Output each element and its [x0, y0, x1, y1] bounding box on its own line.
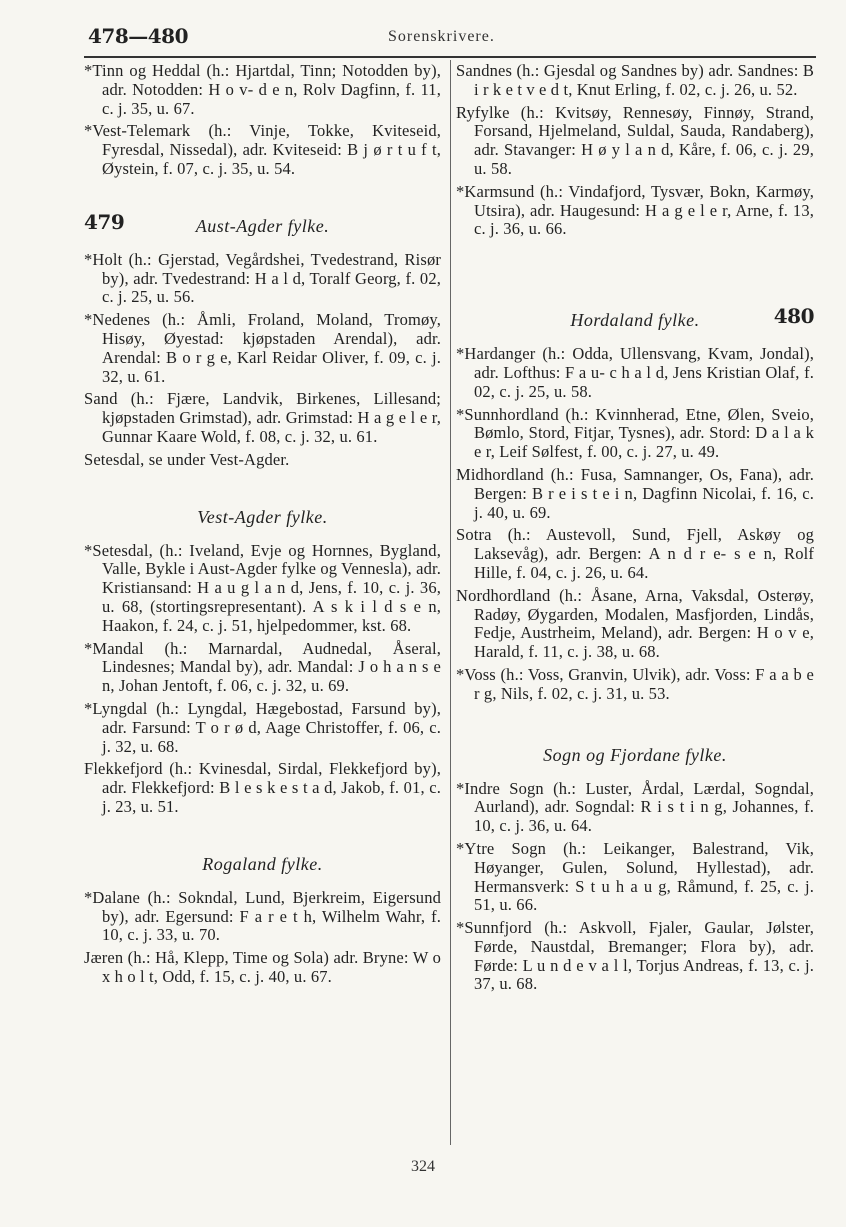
- page-header: [88, 22, 816, 52]
- entry-setesdal-ref: Setesdal, se under Vest-Agder.: [84, 449, 290, 469]
- entry-indre-sogn: *Indre Sogn (h.: Luster, Årdal, Lærdal, Sogndal, Aurland), adr. Sogndal: R i s t i n g, Johannes, f. 10, c. j. 36, u. 64.: [456, 778, 814, 836]
- entry-sunnfjord: *Sunnfjord (h.: Askvoll, Fjaler, Gaular, Jølster, Førde, Naustdal, Bremanger; Flora by), adr. Førde: L u n d e v a l l, Torjus Andreas, f. 13, c. j. 37, u. 68.: [456, 918, 814, 994]
- entry-sunnhordland: *Sunnhordland (h.: Kvinnherad, Etne, Ølen, Sveio, Bømlo, Stord, Fitjar, Tysnes), adr. Stord: D a l a k e r, Leif Sølfest, f. 00, c. j. 27, u. 49.: [456, 404, 814, 462]
- entry-midhordland: Midhordland (h.: Fusa, Samnanger, Os, Fana), adr. Bergen: B r e i s t e i n, Dagfinn Nicolai, f. 16, c. j. 40, u. 69.: [456, 464, 814, 522]
- page-range: 478—480: [88, 24, 188, 48]
- entry-holt: *Holt (h.: Gjerstad, Vegårdshei, Tvedestrand, Risør by), adr. Tvedestrand: H a l d, Toralf Georg, f. 02, c. j. 25, u. 56.: [84, 249, 441, 307]
- section-aust-agder: [84, 205, 441, 247]
- section-title: Rogaland fylke.: [202, 853, 323, 874]
- section-number: 479: [84, 209, 125, 234]
- entry-nordhordland: Nordhordland (h.: Åsane, Arna, Vaksdal, Osterøy, Radøy, Øygarden, Modalen, Masfjorden, Lindås, Fedje, Austrheim, Meland), adr. Bergen: H o v e, Harald, f. 11, c. j. 38, u. 68.: [456, 585, 814, 662]
- section-title: Hordaland fylke.: [570, 310, 700, 331]
- page-number: 324: [411, 1158, 435, 1175]
- entry-karmsund: *Karmsund (h.: Vindafjord, Tysvær, Bokn, Karmøy, Utsira), adr. Haugesund: H a g e l e r, Arne, f. 13, c. j. 36, u. 66.: [456, 181, 814, 239]
- section-title: Sogn og Fjordane fylke.: [543, 744, 727, 765]
- entry-mandal: *Mandal (h.: Marnardal, Audnedal, Åseral, Lindesnes; Mandal by), adr. Mandal: J o h a n s e n, Johan Jentoft, f. 06, c. j. 32, u. 69.: [84, 638, 441, 696]
- section-number: 480: [773, 304, 814, 329]
- entry-flekkefjord: Flekkefjord (h.: Kvinesdal, Sirdal, Flekkefjord by), adr. Flekkefjord: B l e s k e s t a d, Jakob, f. 01, c. j. 23, u. 51.: [84, 759, 441, 816]
- section-title: Aust-Agder fylke.: [195, 215, 330, 236]
- entry-voss: *Voss (h.: Voss, Granvin, Ulvik), adr. Voss: F a a b e r g, Nils, f. 02, c. j. 31, u. 53.: [456, 664, 814, 703]
- section-vest-agder: [84, 496, 441, 538]
- column-divider: [450, 60, 451, 1145]
- right-column: [456, 62, 814, 998]
- section-rogaland: [84, 843, 441, 885]
- entry-lyngdal: *Lyngdal (h.: Lyngdal, Hægebostad, Farsund by), adr. Farsund: T o r ø d, Aage Christoffer, f. 06, c. j. 32, u. 68.: [84, 698, 441, 756]
- entry-ytre-sogn: *Ytre Sogn (h.: Leikanger, Balestrand, Vik, Høyanger, Gulen, Solund, Hyllestad), adr. Hermansverk: S t u h a u g, Råmund, f. 25, c. j. 51, u. 66.: [456, 838, 814, 915]
- entry-sotra: Sotra (h.: Austevoll, Sund, Fjell, Askøy og Laksevåg), adr. Bergen: A n d r e- s e n, Rolf Hille, f. 04, c. j. 26, u. 64.: [456, 525, 814, 582]
- entry-sand: Sand (h.: Fjære, Landvik, Birkenes, Lillesand; kjøpstaden Grimstad), adr. Grimstad: H a g e l e r, Gunnar Kaare Wold, f. 08, c. j. 32, u. 61.: [84, 389, 441, 446]
- entry-sandnes: Sandnes (h.: Gjesdal og Sandnes by) adr. Sandnes: B i r k e t v e d t, Knut Erling, f. 02, c. j. 26, u. 52.: [456, 61, 814, 99]
- section-title: Vest-Agder fylke.: [197, 506, 328, 527]
- entry-setesdal: *Setesdal, (h.: Iveland, Evje og Hornnes, Bygland, Valle, Bykle i Aust-Agder fylke og Vennesla), adr. Kristiansand: H a u g l a n d, Jens, f. 10, c. j. 36, u. 68, (stortingsrepresentant). A s k i l d s e n, Haakon, f. 24, c. j. 51, hjelpedommer, kst. 68.: [84, 540, 441, 635]
- entry-dalane: *Dalane (h.: Sokndal, Lund, Bjerkreim, Eigersund by), adr. Egersund: F a r e t h, Wilhelm Wahr, f. 10, c. j. 33, u. 70.: [84, 887, 441, 945]
- header-rule: [84, 56, 816, 58]
- section-sogn-og-fjordane: [456, 734, 814, 776]
- running-title: Sorenskrivere.: [388, 28, 495, 45]
- entry-tinn-og-heddal: *Tinn og Heddal (h.: Hjartdal, Tinn; Notodden by), adr. Notodden: H o v- d e n, Rolv Dagfinn, f. 11, c. j. 35, u. 67.: [84, 61, 441, 118]
- entry-jaeren: Jæren (h.: Hå, Klepp, Time og Sola) adr. Bryne: W o x h o l t, Odd, f. 15, c. j. 40, u. 67.: [84, 948, 441, 986]
- left-column: [84, 62, 441, 991]
- entry-vest-telemark: *Vest-Telemark (h.: Vinje, Tokke, Kviteseid, Fyresdal, Nissedal), adr. Kviteseid: B j ø r t u f t, Øystein, f. 07, c. j. 35, u. 54.: [84, 121, 441, 178]
- entry-hardanger: *Hardanger (h.: Odda, Ullensvang, Kvam, Jondal), adr. Lofthus: F a u- c h a l d, Jens Kristian Olaf, f. 02, c. j. 25, u. 58.: [456, 344, 814, 401]
- section-hordaland: [456, 299, 814, 341]
- entry-nedenes: *Nedenes (h.: Åmli, Froland, Moland, Tromøy, Hisøy, Øyestad: kjøpstaden Arendal), adr. Arendal: B o r g e, Karl Reidar Oliver, f. 09, c. j. 32, u. 61.: [84, 310, 441, 386]
- entry-ryfylke: Ryfylke (h.: Kvitsøy, Rennesøy, Finnøy, Strand, Forsand, Hjelmeland, Suldal, Sauda, Randaberg), adr. Stavanger: H ø y l a n d, Kåre, f. 06, c. j. 29, u. 58.: [456, 102, 814, 178]
